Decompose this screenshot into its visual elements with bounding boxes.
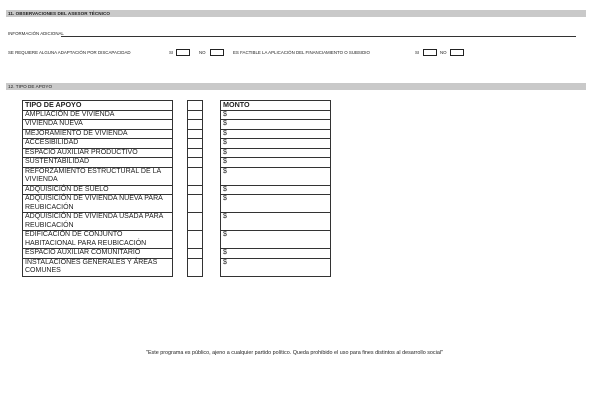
check-row bbox=[188, 231, 203, 249]
tipo-cell: INSTALACIONES GENERALES Y ÁREAS COMUNES bbox=[23, 258, 173, 276]
tipo-cell: ADQUISICIÓN DE VIVIENDA NUEVA PARA REUBICACIÓN bbox=[23, 195, 173, 213]
check-cell[interactable] bbox=[188, 258, 203, 276]
tipo-row bbox=[23, 258, 173, 276]
check-row bbox=[188, 195, 203, 213]
tipo-row bbox=[23, 195, 173, 213]
factible-no-checkbox[interactable] bbox=[450, 49, 464, 56]
tipo-cell: SUSTENTABILIDAD bbox=[23, 158, 173, 168]
info-adicional-label: INFORMACIÓN ADICIONAL bbox=[8, 31, 64, 36]
monto-row bbox=[221, 213, 331, 231]
tipo-cell: MEJORAMIENTO DE VIVIENDA bbox=[23, 129, 173, 139]
check-cell[interactable] bbox=[188, 195, 203, 213]
section-11-title: 11. OBSERVACIONES DEL ASESOR TÉCNICO bbox=[8, 10, 110, 16]
monto-row bbox=[221, 185, 331, 195]
check-row bbox=[188, 129, 203, 139]
monto-row bbox=[221, 231, 331, 249]
adaptacion-no-checkbox[interactable] bbox=[210, 49, 224, 56]
monto-row bbox=[221, 139, 331, 149]
monto-cell[interactable]: $ bbox=[221, 258, 331, 276]
tipo-cell: AMPLIACIÓN DE VIVIENDA bbox=[23, 110, 173, 120]
check-cell[interactable] bbox=[188, 185, 203, 195]
tipo-apoyo-table bbox=[22, 100, 173, 277]
tipo-row bbox=[23, 110, 173, 120]
tipo-cell: ACCESIBILIDAD bbox=[23, 139, 173, 149]
monto-header: MONTO bbox=[221, 101, 331, 111]
factible-no-label: NO bbox=[440, 50, 447, 55]
tipo-row bbox=[23, 185, 173, 195]
check-cell[interactable] bbox=[188, 129, 203, 139]
monto-row bbox=[221, 120, 331, 130]
monto-cell[interactable]: $ bbox=[221, 148, 331, 158]
tipo-apoyo-check-column bbox=[187, 100, 203, 277]
check-cell[interactable] bbox=[188, 110, 203, 120]
monto-cell[interactable]: $ bbox=[221, 120, 331, 130]
check-row bbox=[188, 213, 203, 231]
check-header-cell bbox=[188, 101, 203, 111]
check-row bbox=[188, 120, 203, 130]
tipo-row bbox=[23, 120, 173, 130]
check-cell[interactable] bbox=[188, 148, 203, 158]
monto-cell[interactable]: $ bbox=[221, 129, 331, 139]
monto-cell[interactable]: $ bbox=[221, 195, 331, 213]
tipo-cell: ADQUISICIÓN DE VIVIENDA USADA PARA REUBICACIÓN bbox=[23, 213, 173, 231]
tipo-apoyo-header: TIPO DE APOYO bbox=[23, 101, 173, 111]
monto-cell[interactable]: $ bbox=[221, 158, 331, 168]
monto-cell[interactable]: $ bbox=[221, 213, 331, 231]
tipo-row bbox=[23, 213, 173, 231]
tipo-cell: REFORZAMIENTO ESTRUCTURAL DE LA VIVIENDA bbox=[23, 167, 173, 185]
monto-cell[interactable]: $ bbox=[221, 110, 331, 120]
check-row bbox=[188, 258, 203, 276]
tipo-row bbox=[23, 139, 173, 149]
check-row bbox=[188, 110, 203, 120]
monto-cell[interactable]: $ bbox=[221, 231, 331, 249]
check-cell[interactable] bbox=[188, 167, 203, 185]
check-cell[interactable] bbox=[188, 249, 203, 259]
monto-row bbox=[221, 148, 331, 158]
tipo-cell: EDIFICACIÓN DE CONJUNTO HABITACIONAL PARA REUBICACIÓN bbox=[23, 231, 173, 249]
check-cell[interactable] bbox=[188, 213, 203, 231]
monto-cell[interactable]: $ bbox=[221, 185, 331, 195]
tipo-row bbox=[23, 231, 173, 249]
info-adicional-field[interactable] bbox=[61, 36, 576, 37]
tipo-row bbox=[23, 148, 173, 158]
monto-row bbox=[221, 158, 331, 168]
check-cell[interactable] bbox=[188, 139, 203, 149]
monto-row bbox=[221, 167, 331, 185]
factible-si-checkbox[interactable] bbox=[423, 49, 437, 56]
tipo-cell: ESPACIO AUXILIAR COMUNITARIO bbox=[23, 249, 173, 259]
factible-label: ES FACTIBLE LA APLICACIÓN DEL FINANCIAMIENTO O SUBSIDIO bbox=[233, 50, 370, 55]
monto-cell[interactable]: $ bbox=[221, 139, 331, 149]
tipo-cell: ADQUISICIÓN DE SUELO bbox=[23, 185, 173, 195]
monto-cell[interactable]: $ bbox=[221, 249, 331, 259]
check-row bbox=[188, 139, 203, 149]
check-row bbox=[188, 148, 203, 158]
monto-row bbox=[221, 129, 331, 139]
adaptacion-no-label: NO bbox=[199, 50, 206, 55]
factible-si-label: SI bbox=[415, 50, 420, 55]
check-row bbox=[188, 249, 203, 259]
tipo-cell: ESPACIO AUXILIAR PRODUCTIVO bbox=[23, 148, 173, 158]
section-12-title: 12. TIPO DE APOYO bbox=[8, 84, 53, 89]
check-cell[interactable] bbox=[188, 158, 203, 168]
adaptacion-label: SE REQUIERE ALGUNA ADAPTACIÓN POR DISCAPACIDAD bbox=[8, 50, 131, 55]
adaptacion-si-label: SI bbox=[169, 50, 174, 55]
monto-table bbox=[220, 100, 331, 277]
tipo-row bbox=[23, 249, 173, 259]
check-row bbox=[188, 158, 203, 168]
tipo-row bbox=[23, 158, 173, 168]
monto-row bbox=[221, 110, 331, 120]
tipo-cell: VIVIENDA NUEVA bbox=[23, 120, 173, 130]
section-12-bar bbox=[6, 83, 586, 90]
check-row bbox=[188, 167, 203, 185]
footer-disclaimer: "Este programa es público, ajeno a cualquier partido político. Queda prohibido el uso para fines distintos al desarrollo social" bbox=[146, 350, 443, 356]
adaptacion-si-checkbox[interactable] bbox=[176, 49, 190, 56]
check-row bbox=[188, 185, 203, 195]
monto-row bbox=[221, 258, 331, 276]
tipo-row bbox=[23, 167, 173, 185]
monto-row bbox=[221, 195, 331, 213]
monto-cell[interactable]: $ bbox=[221, 167, 331, 185]
check-cell[interactable] bbox=[188, 231, 203, 249]
check-cell[interactable] bbox=[188, 120, 203, 130]
monto-row bbox=[221, 249, 331, 259]
tipo-row bbox=[23, 129, 173, 139]
